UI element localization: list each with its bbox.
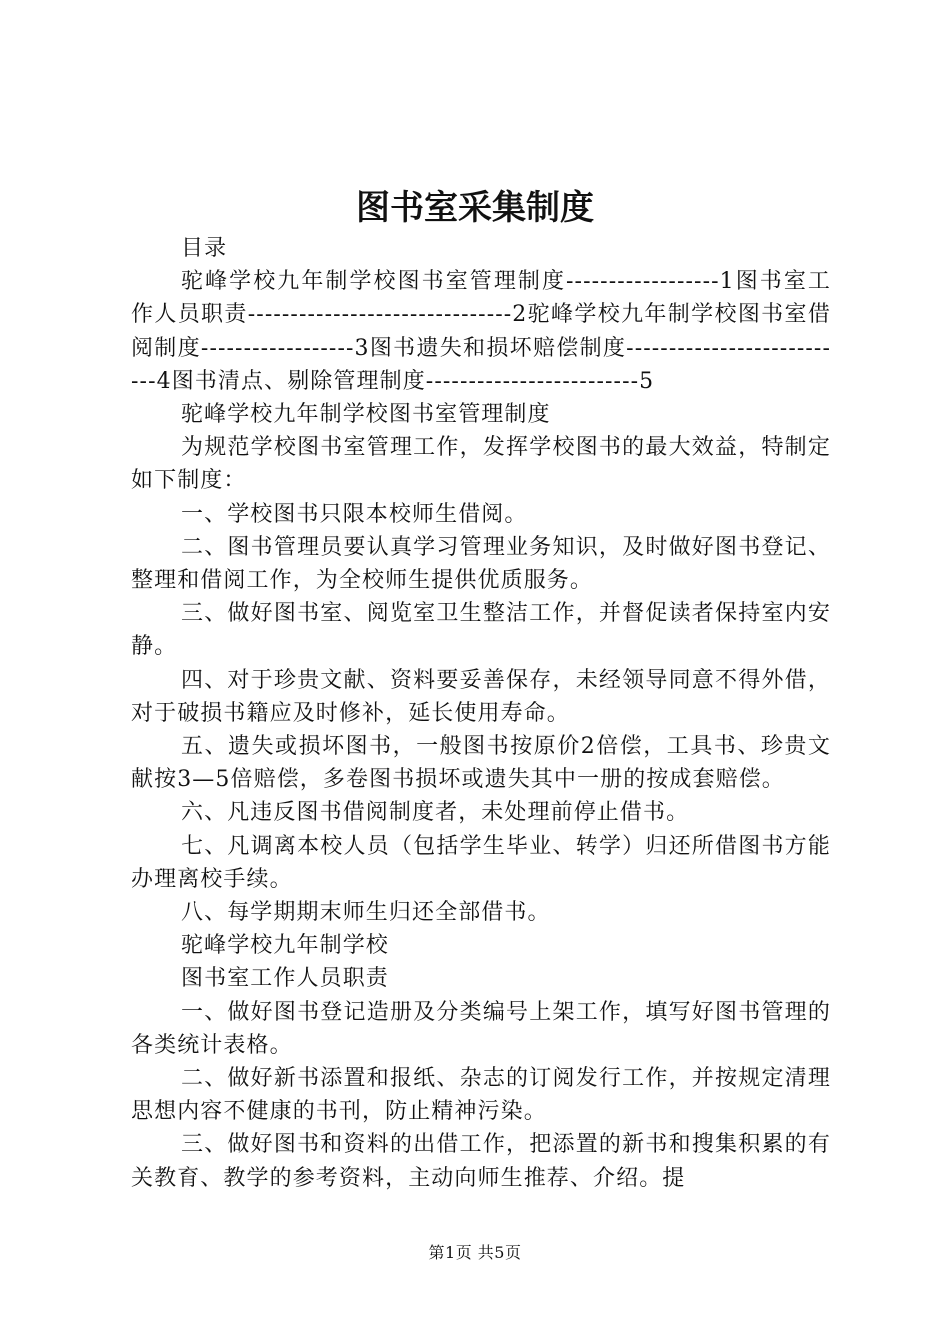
- toc-entry: 图书室工作人员职责-------------------------------2: [131, 269, 831, 328]
- toc-entry: 驼峰学校九年制学校图书室借阅制度------------------3: [131, 302, 831, 361]
- duty-item: 一、做好图书登记造册及分类编号上架工作，填写好图书管理的各类统计表格。: [131, 999, 831, 1058]
- rule-item: 七、凡调离本校人员（包括学生毕业、转学）归还所借图书方能办理离校手续。: [131, 833, 831, 892]
- rule-item: 五、遗失或损坏图书，一般图书按原价2倍偿，工具书、珍贵文献按3—5倍赔偿，多卷图书损坏或遗失其中一册的按成套赔偿。: [131, 734, 831, 793]
- toc-entry: 图书清点、剔除管理制度-------------------------5: [171, 368, 655, 394]
- section-heading: 图书室工作人员职责: [181, 966, 389, 992]
- rule-item: 二、图书管理员要认真学习管理业务知识，及时做好图书登记、整理和借阅工作，为全校师生提供优质服务。: [131, 534, 831, 594]
- section-heading: 驼峰学校九年制学校图书室管理制度: [181, 402, 551, 428]
- document-body: [131, 232, 831, 1195]
- duty-item: 三、做好图书和资料的出借工作，把添置的新书和搜集积累的有关教育、教学的参考资料，主动向师生推荐、介绍。提: [131, 1132, 831, 1191]
- rule-item: 八、每学期期末师生归还全部借书。: [181, 900, 551, 926]
- toc-block: [131, 265, 831, 398]
- rule-item: 六、凡违反图书借阅制度者，未处理前停止借书。: [181, 800, 690, 826]
- page-number-footer: 第1页 共5页: [428, 1243, 522, 1262]
- document-title: 图书室采集制度: [356, 188, 594, 228]
- rule-item: 三、做好图书室、阅览室卫生整洁工作，并督促读者保持室内安静。: [131, 601, 831, 660]
- rule-item: 一、学校图书只限本校师生借阅。: [181, 501, 528, 527]
- paragraph: 为规范学校图书室管理工作，发挥学校图书的最大效益，特制定如下制度：: [131, 435, 831, 494]
- toc-entry: 图书遗失和损坏赔偿制度---------------------------4: [131, 335, 831, 394]
- toc-heading: 目录: [181, 236, 228, 261]
- duty-item: 二、做好新书添置和报纸、杂志的订阅发行工作，并按规定清理思想内容不健康的书刊，防止精神污染。: [131, 1066, 831, 1125]
- rule-item: 四、对于珍贵文献、资料要妥善保存，未经领导同意不得外借，对于破损书籍应及时修补，延长使用寿命。: [131, 667, 831, 726]
- toc-entry: 驼峰学校九年制学校图书室管理制度------------------1: [181, 269, 735, 295]
- section-school: 驼峰学校九年制学校: [181, 933, 389, 959]
